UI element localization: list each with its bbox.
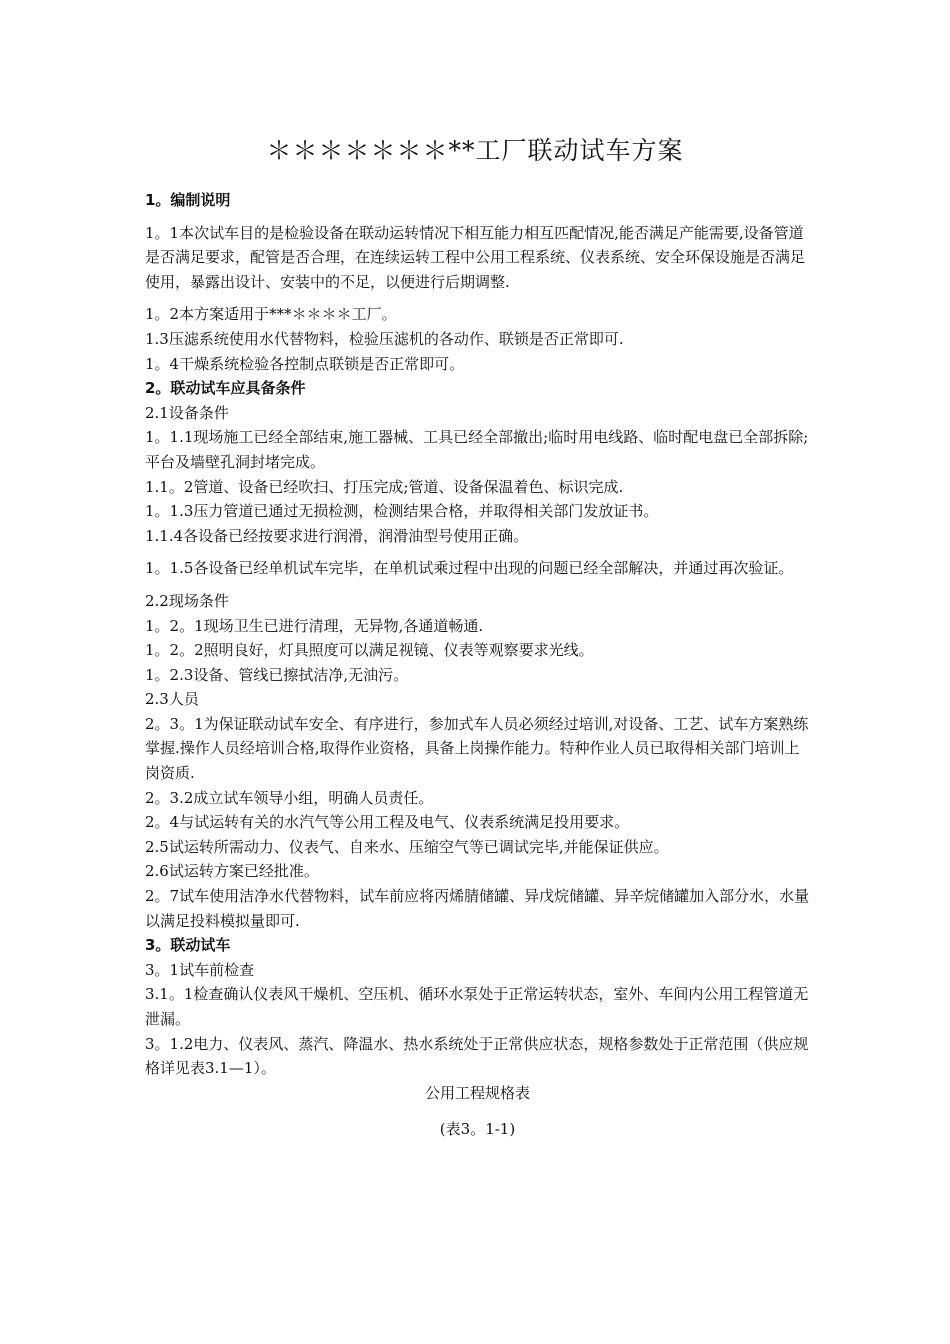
- paragraph: 1。2。2照明良好，灯具照度可以满足视镜、仪表等观察要求光线。: [145, 641, 594, 660]
- paragraph: 1.3压滤系统使用水代替物料，检验压滤机的各动作、联锁是否正常即可.: [145, 329, 624, 348]
- paragraph: 2。3。1为保证联动试车安全、有序进行，参加式车人员必须经过培训,对设备、工艺、试车方案熟练掌握.操作人员经培训合格,取得作业资格，具备上岗操作能力。特种作业人员已取得相关部门培训上岗资质.: [145, 714, 809, 783]
- document-body: [145, 188, 810, 1142]
- document-title: ＊＊＊＊＊＊＊**工厂联动试车方案: [266, 136, 684, 165]
- table-title: 公用工程规格表: [424, 1083, 530, 1102]
- paragraph: 1。2。1现场卫生已进行清理，无异物,各通道畅通.: [145, 616, 484, 635]
- paragraph: 2。7试车使用洁净水代替物料，试车前应将丙烯腈储罐、异戊烷储罐、异辛烷储罐加入部分水，水量以满足投料模拟量即可.: [145, 887, 810, 930]
- paragraph: 3.1。1检查确认仪表风干燥机、空压机、循环水泵处于正常运转状态，室外、车间内公用工程管道无泄漏。: [145, 985, 809, 1028]
- section-heading-3: 3。联动试车: [145, 936, 231, 955]
- section-heading-1: 1。编制说明: [145, 191, 231, 209]
- paragraph: 2.6试运转方案已经批准。: [145, 862, 319, 881]
- subsection-heading: 3。1试车前检查: [145, 960, 255, 979]
- paragraph: 1。4干燥系统检验各控制点联锁是否正常即可。: [145, 354, 465, 373]
- paragraph: 1。2.3设备、管线已擦拭洁净,无油污。: [145, 665, 409, 684]
- paragraph: 3。1.2电力、仪表风、蒸汽、降温水、热水系统处于正常供应状态，规格参数处于正常范围（供应规格详见表3.1—1）。: [145, 1034, 809, 1078]
- paragraph: 1。1本次试车目的是检验设备在联动运转情况下相互能力相互匹配情况,能否满足产能需要,设备管道是否满足要求，配管是否合理，在连续运转工程中公用工程系统、仪表系统、安全环保设施是否满足使用，暴露出设计、安装中的不足，以便进行后期调整.: [145, 223, 806, 291]
- subsection-heading: 2.1设备条件: [145, 403, 229, 422]
- paragraph: 1。1.5各设备已经单机试车完毕，在单机试乘过程中出现的问题已经全部解决，并通过再次验证。: [145, 559, 794, 578]
- paragraph: 1.1。2管道、设备已经吹扫、打压完成;管道、设备保温着色、标识完成.: [145, 477, 624, 496]
- paragraph: 2。3.2成立试车领导小组，明确人员责任。: [145, 788, 434, 807]
- subsection-heading: 2.2现场条件: [145, 591, 229, 610]
- paragraph: 2.5试运转所需动力、仪表气、自来水、压缩空气等已调试完毕,并能保证供应。: [145, 837, 669, 856]
- paragraph: 1。1.3压力管道已通过无损检测，检测结果合格，并取得相关部门发放证书。: [145, 502, 659, 521]
- paragraph: 1。1.1现场施工已经全部结束,施工器械、工具已经全部撤出;临时用电线路、临时配电盘已全部拆除;平台及墙壁孔洞封堵完成。: [145, 428, 809, 471]
- section-heading-2: 2。联动试车应具备条件: [145, 379, 306, 398]
- subsection-heading: 2.3人员: [145, 690, 199, 709]
- table-number: (表3。1-1): [439, 1120, 516, 1139]
- paragraph: 1。2本方案适用于***＊＊＊＊工厂。: [145, 305, 397, 324]
- paragraph: 1.1.4各设备已经按要求进行润滑，润滑油型号使用正确。: [145, 526, 529, 545]
- paragraph: 2。4与试运转有关的水汽气等公用工程及电气、仪表系统满足投用要求。: [145, 813, 630, 832]
